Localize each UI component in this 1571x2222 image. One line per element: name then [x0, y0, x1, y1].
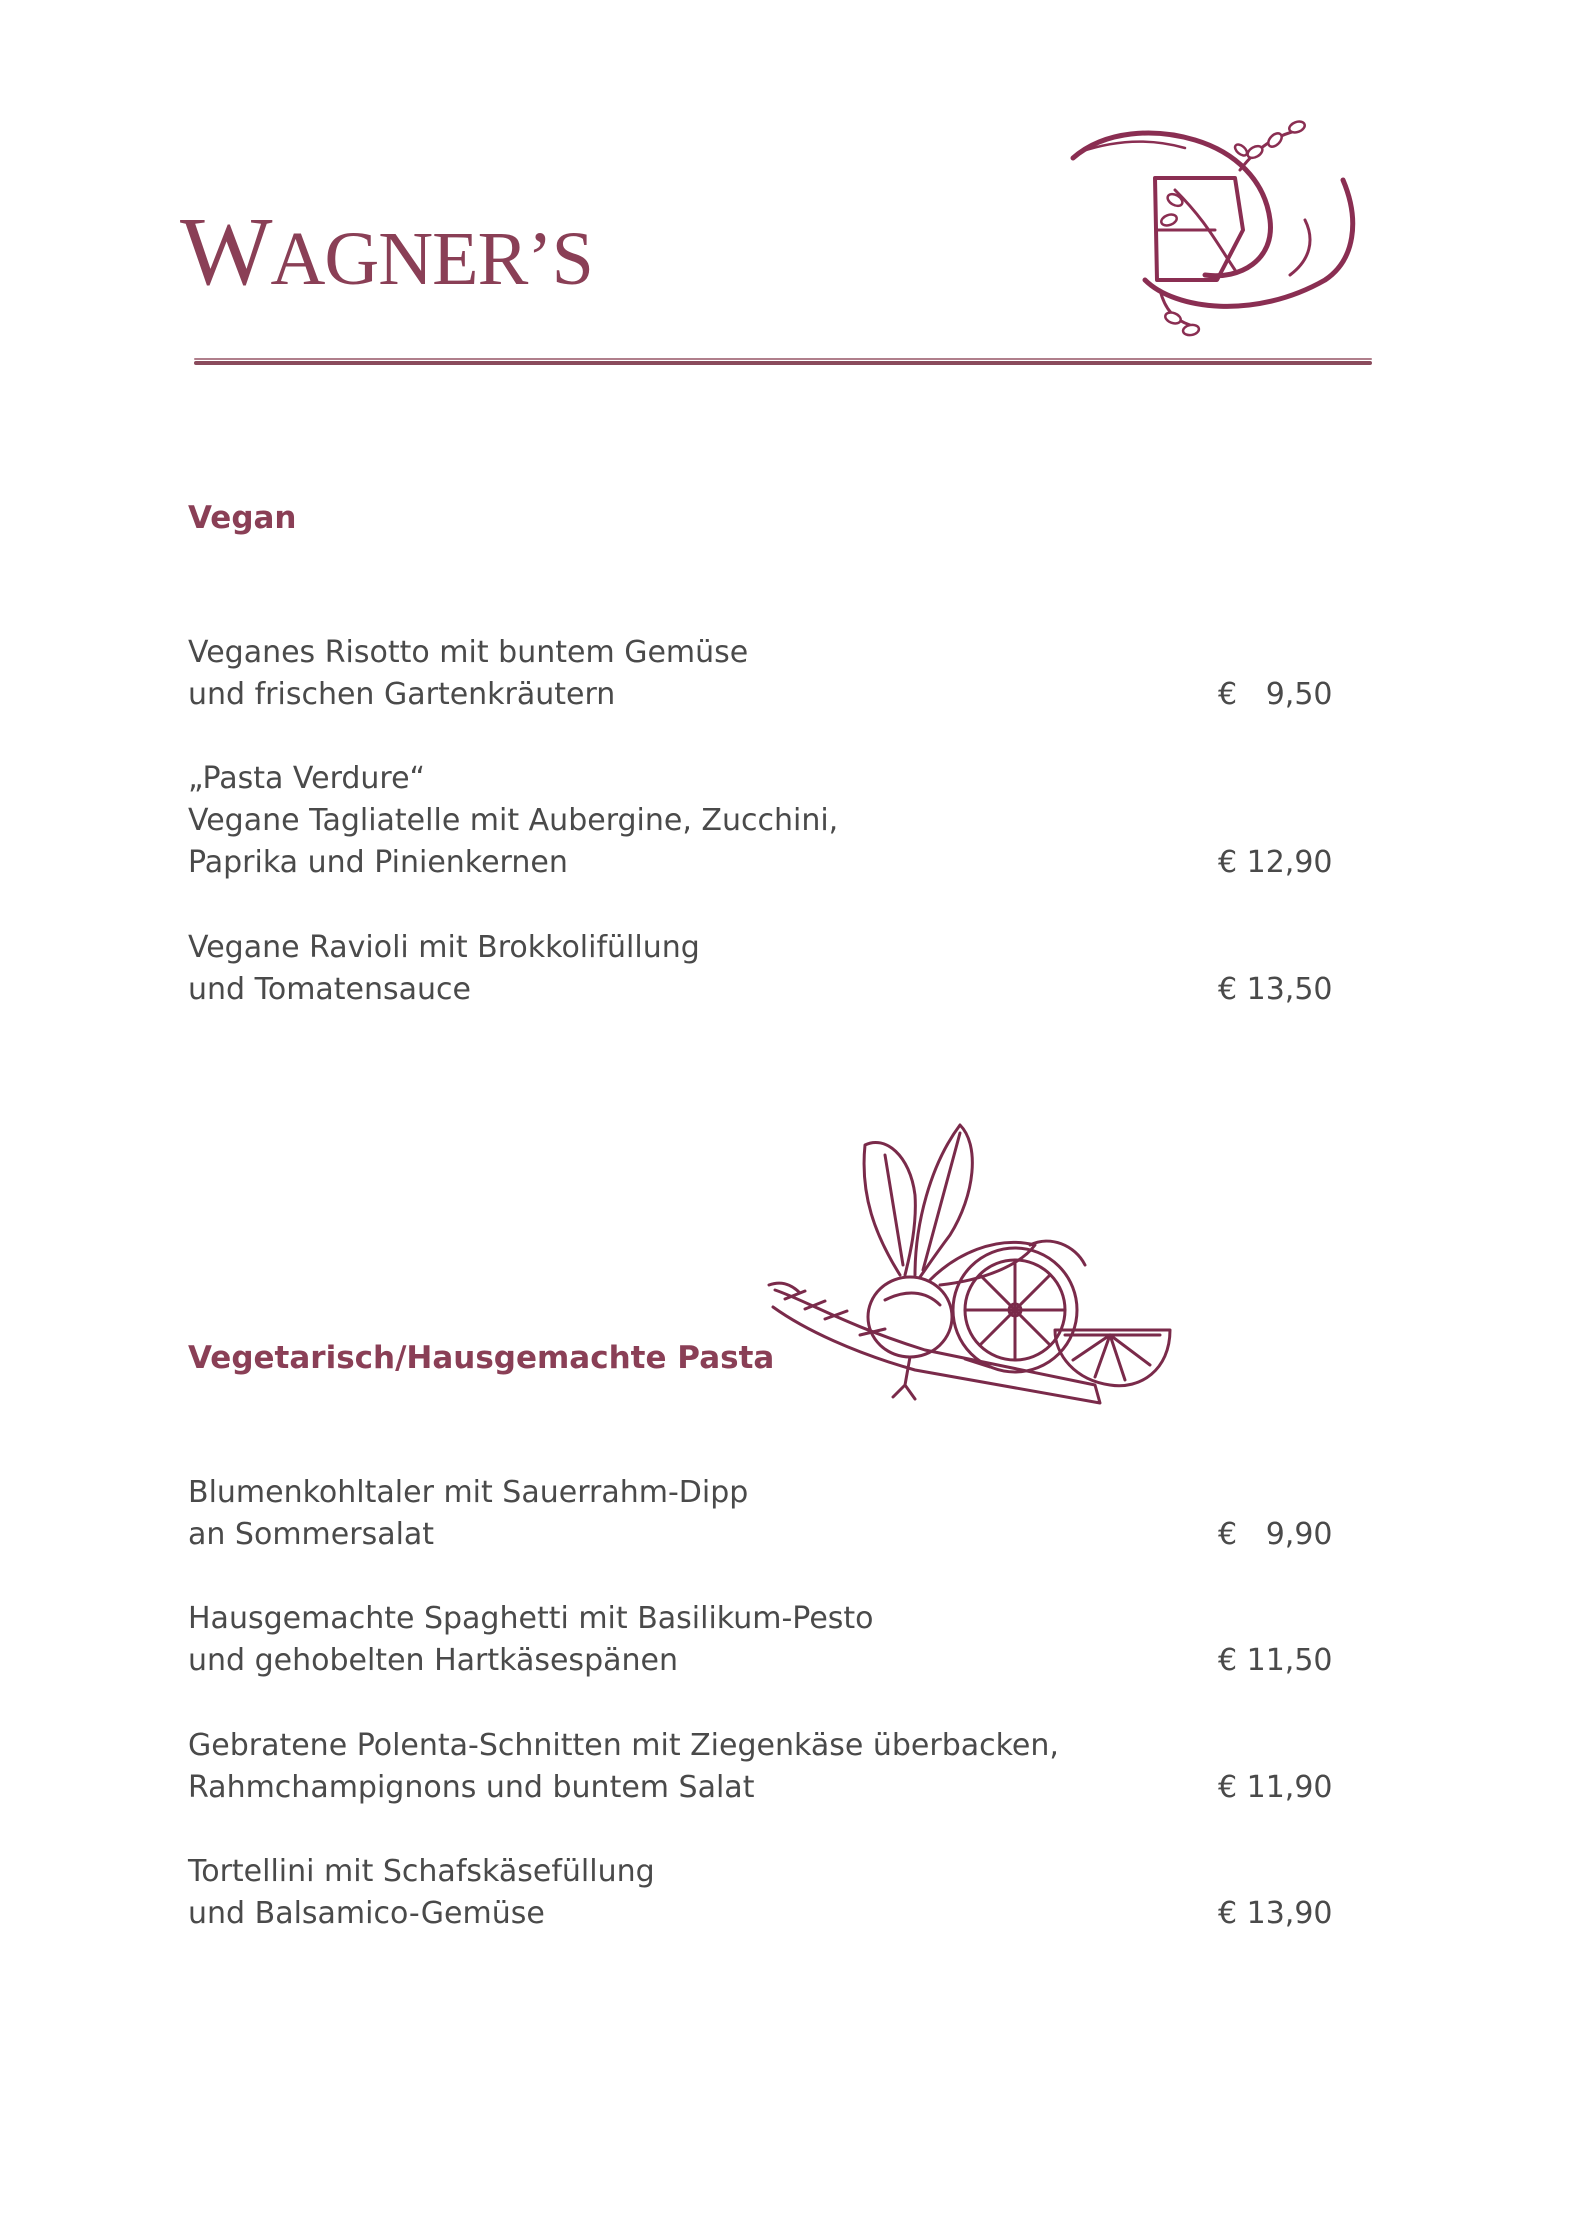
menu-item-price: € 13,90: [1218, 1896, 1333, 1931]
menu-item-line: und gehobelten Hartkäsespänen: [188, 1643, 678, 1678]
menu-item-line: Rahmchampignons und buntem Salat: [188, 1770, 755, 1805]
menu-item-line: und Tomatensauce: [188, 972, 472, 1007]
menu-item-price: € 13,50: [1218, 972, 1333, 1007]
section-title-vegan: Vegan: [188, 500, 297, 536]
menu-item-line: Hausgemachte Spaghetti mit Basilikum-Pesto: [188, 1601, 874, 1636]
menu-item: [188, 632, 1333, 716]
brand-initial: W: [180, 198, 271, 306]
menu-item-line: und Balsamico-Gemüse: [188, 1896, 545, 1931]
menu-item-line: Blumenkohltaler mit Sauerrahm-Dipp: [188, 1475, 749, 1510]
section-title-vegetarian-pasta: Vegetarisch/Hausgemachte Pasta: [188, 1340, 775, 1376]
menu-item: [188, 927, 1333, 1011]
menu-item-line: Veganes Risotto mit buntem Gemüse: [188, 635, 749, 670]
menu-item-line: Vegane Ravioli mit Brokkolifüllung: [188, 930, 700, 965]
menu-item: [188, 758, 1333, 884]
brand-rest: AGNER’S: [270, 217, 593, 301]
menu-item: [188, 1725, 1333, 1809]
menu-item: [188, 1598, 1333, 1682]
menu-item: [188, 1472, 1333, 1556]
menu-item-price: € 12,90: [1218, 845, 1333, 880]
menu-item-line: und frischen Gartenkräutern: [188, 677, 616, 712]
brand-wordmark: [180, 196, 593, 306]
menu-item-line: Vegane Tagliatelle mit Aubergine, Zucchini,: [188, 803, 839, 838]
header-rule: [194, 361, 1372, 365]
vegetables-illustration-icon: [765, 1085, 1185, 1415]
menu-item-line: Paprika und Pinienkernen: [188, 845, 568, 880]
menu-item-line: Tortellini mit Schafskäsefüllung: [188, 1854, 655, 1889]
menu-item-price: € 9,50: [1218, 677, 1333, 712]
menu-item-price: € 11,50: [1218, 1643, 1333, 1678]
menu-item: [188, 1851, 1333, 1935]
menu-item-price: € 11,90: [1218, 1770, 1333, 1805]
header-rule-highlight: [194, 358, 1372, 360]
menu-item-line: „Pasta Verdure“: [188, 761, 426, 796]
menu-item-price: € 9,90: [1218, 1517, 1333, 1552]
menu-item-line: an Sommersalat: [188, 1517, 435, 1552]
menu-item-line: Gebratene Polenta-Schnitten mit Ziegenkäse überbacken,: [188, 1728, 1059, 1763]
monogram-leaf-logo-icon: [1065, 110, 1365, 350]
